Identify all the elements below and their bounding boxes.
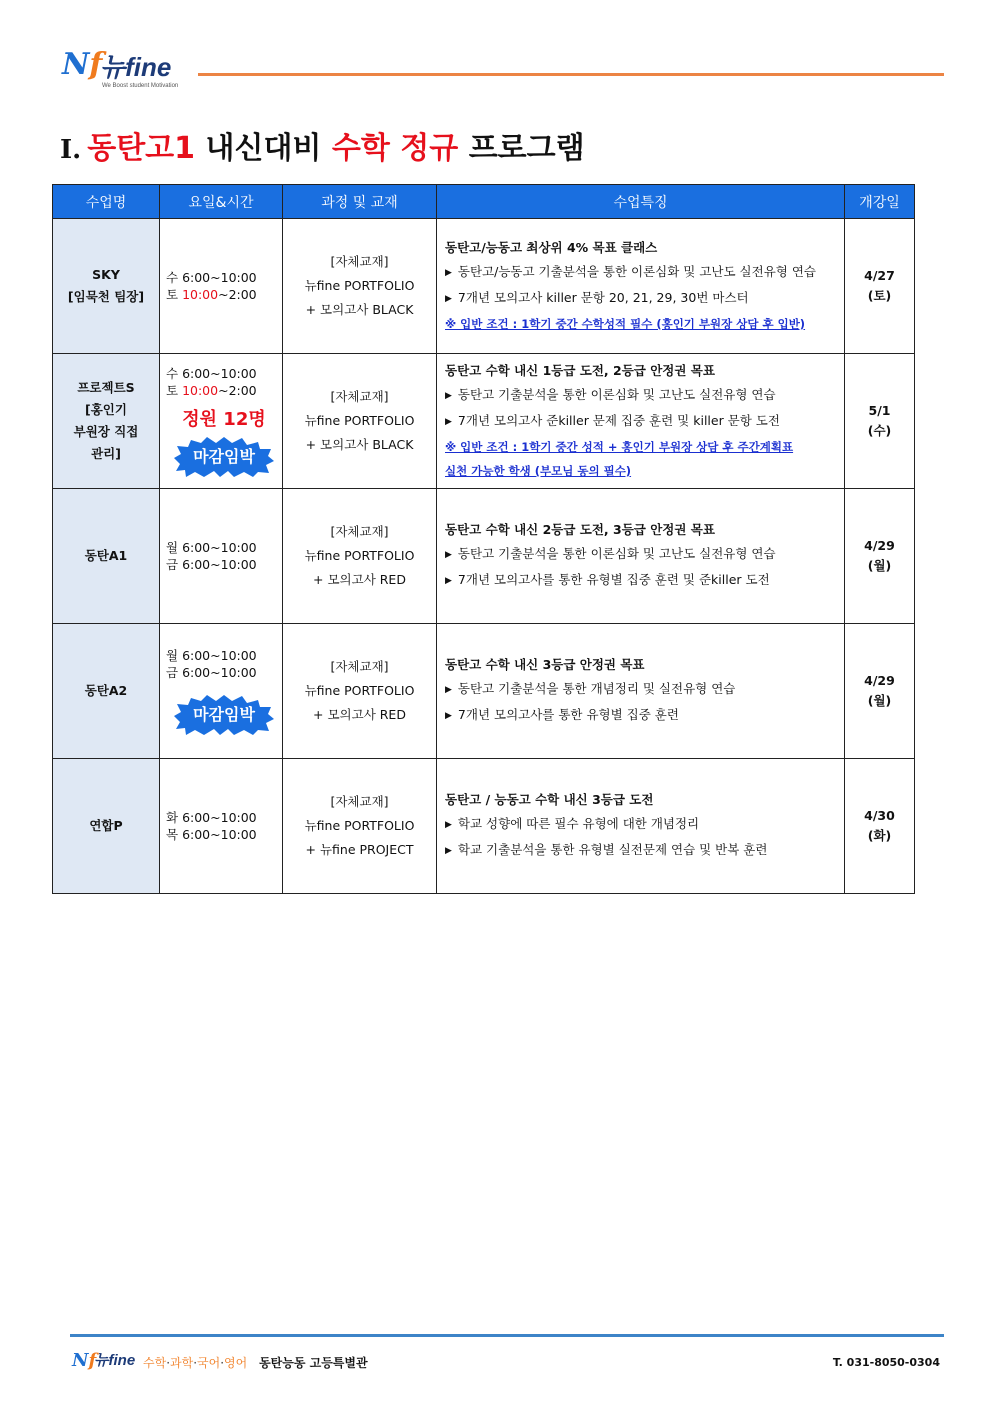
page-title: Ⅰ. 동탄고1 내신대비 수학 정규 프로그램 bbox=[60, 131, 585, 166]
brand-logo bbox=[62, 48, 192, 94]
class-name: 연합P bbox=[53, 759, 160, 894]
closing-soon-badge: 마감임박 bbox=[174, 695, 274, 735]
class-time: 수 6:00~10:00 토 10:00~2:00 bbox=[160, 219, 283, 354]
table-header-row bbox=[53, 185, 915, 219]
class-book: [자체교재] 뉴fine PORTFOLIO + 뉴fine PROJECT bbox=[283, 759, 437, 894]
class-features bbox=[437, 219, 845, 354]
feature-bullet: ▶ 7개년 모의고사를 통한 유형별 집중 훈련 bbox=[445, 703, 836, 729]
class-book: [자체교재] 뉴fine PORTFOLIO + 모의고사 RED bbox=[283, 489, 437, 624]
class-time: 월 6:00~10:00 금 6:00~10:00 bbox=[160, 489, 283, 624]
schedule-table bbox=[52, 184, 915, 894]
class-name: 동탄A1 bbox=[53, 489, 160, 624]
class-start-date: 4/30 (화) bbox=[845, 759, 915, 894]
feature-bullet: ▶ 7개년 모의고사 killer 문항 20, 21, 29, 30번 마스터 bbox=[445, 286, 836, 312]
class-start-date: 4/29 (월) bbox=[845, 489, 915, 624]
class-name: 동탄A2 bbox=[53, 624, 160, 759]
feature-bullet: ▶ 학교 기출분석을 통한 유형별 실전문제 연습 및 반복 훈련 bbox=[445, 838, 836, 864]
header-features: 수업특징 bbox=[437, 185, 845, 219]
class-start-date: 5/1 (수) bbox=[845, 354, 915, 489]
header-day-time: 요일&시간 bbox=[160, 185, 283, 219]
closing-soon-badge: 마감임박 bbox=[174, 437, 274, 477]
table-row bbox=[53, 759, 915, 894]
feature-headline: 동탄고 수학 내신 2등급 도전, 3등급 안정권 목표 bbox=[445, 522, 715, 537]
class-book: [자체교재] 뉴fine PORTFOLIO + 모의고사 RED bbox=[283, 624, 437, 759]
class-book: [자체교재] 뉴fine PORTFOLIO + 모의고사 BLACK bbox=[283, 354, 437, 489]
title-subject: 수학 정규 bbox=[331, 131, 459, 166]
class-book: [자체교재] 뉴fine PORTFOLIO + 모의고사 BLACK bbox=[283, 219, 437, 354]
feature-headline: 동탄고 / 능동고 수학 내신 3등급 도전 bbox=[445, 792, 654, 807]
header-course-book: 과정 및 교재 bbox=[283, 185, 437, 219]
class-time: 월 6:00~10:00 금 6:00~10:00 마감임박 bbox=[160, 624, 283, 759]
title-school: 동탄고1 bbox=[87, 131, 196, 166]
footer-phone: T. 031-8050-0304 bbox=[832, 1356, 940, 1369]
logo-mark: Nf bbox=[62, 47, 103, 82]
logo-wordmark: 뉴fine bbox=[100, 52, 172, 82]
class-features bbox=[437, 759, 845, 894]
feature-bullet: ▶ 학교 성향에 따른 필수 유형에 대한 개념정리 bbox=[445, 812, 836, 838]
class-name: 프로젝트S [홍인기 부원장 직접 관리] bbox=[53, 354, 160, 489]
class-name: SKY [임묵천 팀장] bbox=[53, 219, 160, 354]
feature-bullet: ▶ 동탄고/능동고 기출분석을 통한 이론심화 및 고난도 실전유형 연습 bbox=[445, 260, 836, 286]
footer-divider bbox=[70, 1334, 944, 1337]
feature-bullet: ▶ 7개년 모의고사를 통한 유형별 집중 훈련 및 준killer 도전 bbox=[445, 568, 836, 594]
table-row bbox=[53, 624, 915, 759]
admission-note-cont: 실천 가능한 학생 (부모님 동의 필수) bbox=[445, 464, 632, 478]
class-start-date: 4/29 (월) bbox=[845, 624, 915, 759]
header-divider bbox=[198, 73, 944, 76]
header-start-date: 개강일 bbox=[845, 185, 915, 219]
class-features bbox=[437, 624, 845, 759]
feature-bullet: ▶ 동탄고 기출분석을 통한 이론심화 및 고난도 실전유형 연습 bbox=[445, 542, 836, 568]
feature-bullet: ▶ 동탄고 기출분석을 통한 개념정리 및 실전유형 연습 bbox=[445, 677, 836, 703]
footer-subjects: 수학·과학·국어·영어 동탄능동 고등특별관 bbox=[143, 1356, 368, 1370]
feature-headline: 동탄고 수학 내신 3등급 안정권 목표 bbox=[445, 657, 645, 672]
logo-tagline: We Boost student Motivation bbox=[102, 83, 179, 89]
footer-branch: 동탄능동 고등특별관 bbox=[259, 1356, 368, 1370]
class-time: 화 6:00~10:00 목 6:00~10:00 bbox=[160, 759, 283, 894]
class-features bbox=[437, 354, 845, 489]
feature-headline: 동탄고 수학 내신 1등급 도전, 2등급 안정권 목표 bbox=[445, 363, 715, 378]
admission-note: ※ 입반 조건 : 1학기 중간 성적 + 홍인기 부원장 상담 후 주간계획표 bbox=[445, 440, 794, 454]
table-row bbox=[53, 489, 915, 624]
capacity-label: 정원 12명 bbox=[182, 409, 266, 430]
feature-bullet: ▶ 동탄고 기출분석을 통한 이론심화 및 고난도 실전유형 연습 bbox=[445, 383, 836, 409]
table-row bbox=[53, 354, 915, 489]
class-start-date: 4/27 (토) bbox=[845, 219, 915, 354]
footer-logo: Nf 뉴fine bbox=[72, 1350, 136, 1371]
admission-note: ※ 입반 조건 : 1학기 중간 수학성적 필수 (홍인기 부원장 상담 후 입반) bbox=[445, 317, 806, 331]
class-time: 수 6:00~10:00 토 10:00~2:00 정원 12명 마감임박 bbox=[160, 354, 283, 489]
class-features bbox=[437, 489, 845, 624]
feature-bullet: ▶ 7개년 모의고사 준killer 문제 집중 훈련 및 killer 문항 도전 bbox=[445, 409, 836, 435]
feature-headline: 동탄고/능동고 최상위 4% 목표 클래스 bbox=[445, 240, 658, 255]
table-row bbox=[53, 219, 915, 354]
header-class-name: 수업명 bbox=[53, 185, 160, 219]
